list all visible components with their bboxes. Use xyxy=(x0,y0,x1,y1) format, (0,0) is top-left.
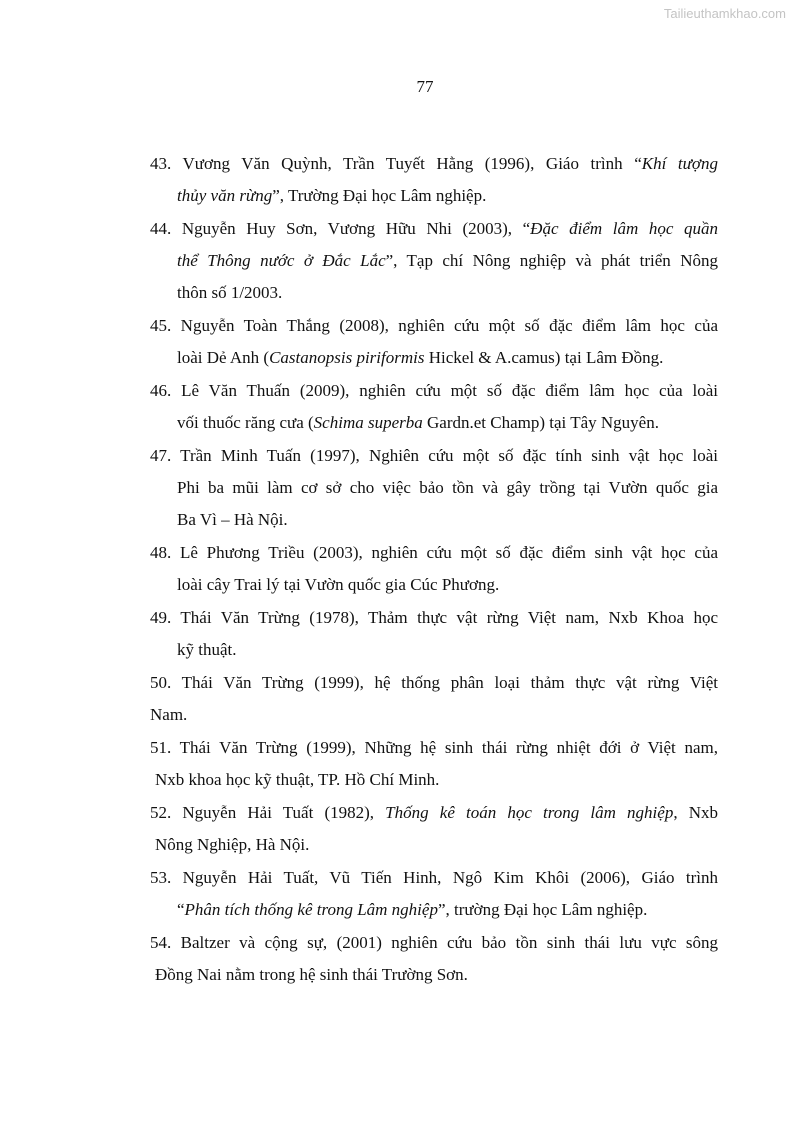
reference-number: 48. xyxy=(150,543,180,562)
reference-list xyxy=(150,148,718,992)
reference-text: loài cây Trai lý tại Vườn quốc gia Cúc Phương. xyxy=(177,575,500,594)
reference-line xyxy=(150,569,718,601)
reference-text: ”, Trường Đại học Lâm nghiệp. xyxy=(272,186,487,205)
reference-line xyxy=(150,407,718,439)
reference-text: Vương Văn Quỳnh, Trần Tuyết Hằng (1996), Giáo trình “ xyxy=(182,154,642,173)
reference-line xyxy=(150,504,718,536)
reference-line xyxy=(150,277,718,309)
reference-line xyxy=(150,245,718,277)
reference-title-italic: Đặc điểm lâm học quần xyxy=(530,219,719,238)
reference-text: Thái Văn Trừng (1978), Thảm thực vật rừng Việt nam, Nxb Khoa học xyxy=(180,608,718,627)
reference-text: Hickel & A.camus) tại Lâm Đồng. xyxy=(424,348,664,367)
reference-line xyxy=(150,764,718,796)
reference-item xyxy=(150,732,718,796)
reference-text: Gardn.et Champ) tại Tây Nguyên. xyxy=(422,413,659,432)
reference-text: Lê Phương Triều (2003), nghiên cứu một số đặc điểm sinh vật học của xyxy=(179,543,718,562)
reference-number: 51. xyxy=(150,738,180,757)
reference-line xyxy=(150,634,718,666)
reference-title-italic: Phân tích thống kê trong Lâm nghiệp xyxy=(184,900,438,919)
reference-text: Baltzer và cộng sự, (2001) nghiên cứu bảo tồn sinh thái lưu vực sông xyxy=(180,933,719,952)
reference-text: Nguyễn Huy Sơn, Vương Hữu Nhi (2003), “ xyxy=(181,219,531,238)
reference-number: 49. xyxy=(150,608,181,627)
page-number: 77 xyxy=(416,77,434,96)
reference-text: Nguyễn Toàn Thắng (2008), nghiên cứu một số đặc điểm lâm học của xyxy=(180,316,718,335)
reference-item xyxy=(150,375,718,439)
reference-title-italic: thể Thông nước ở Đắc Lắc xyxy=(177,251,386,270)
reference-number: 53. xyxy=(150,868,183,887)
reference-text: Nguyễn Hải Tuất (1982), xyxy=(182,803,386,822)
reference-line xyxy=(150,667,718,699)
reference-item xyxy=(150,602,718,666)
reference-line xyxy=(150,148,718,180)
reference-item xyxy=(150,667,718,731)
reference-text: kỹ thuật. xyxy=(177,640,237,659)
reference-title-italic: Khí tượng xyxy=(641,154,718,173)
reference-text: “ xyxy=(177,900,185,919)
reference-line xyxy=(150,472,718,504)
reference-item xyxy=(150,862,718,926)
reference-text: Trần Minh Tuấn (1997), Nghiên cứu một số đặc tính sinh vật học loài xyxy=(180,446,718,465)
reference-text: loài Dẻ Anh ( xyxy=(177,348,270,367)
reference-line xyxy=(150,180,718,212)
watermark: Tailieuthamkhao.com xyxy=(663,6,786,21)
reference-text: Thái Văn Trừng (1999), Những hệ sinh thái rừng nhiệt đới ở Việt nam, xyxy=(179,738,718,757)
reference-line xyxy=(150,537,718,569)
reference-line xyxy=(150,310,718,342)
reference-number: 47. xyxy=(150,446,181,465)
reference-text: Phi ba mũi làm cơ sở cho việc bảo tồn và gây trồng tại Vườn quốc gia xyxy=(177,478,718,497)
reference-line xyxy=(150,862,718,894)
reference-title-italic: Thống kê toán học trong lâm nghiệp xyxy=(385,803,674,822)
reference-text: Thái Văn Trừng (1999), hệ thống phân loại thảm thực vật rừng Việt xyxy=(181,673,718,692)
reference-title-italic: thủy văn rừng xyxy=(177,186,273,205)
reference-line xyxy=(150,927,718,959)
reference-line xyxy=(150,894,718,926)
reference-title-italic: Castanopsis piriformis xyxy=(269,348,425,367)
reference-line xyxy=(150,440,718,472)
reference-text: , Nxb xyxy=(673,803,718,822)
reference-text: vối thuốc răng cưa ( xyxy=(177,413,314,432)
reference-line xyxy=(150,213,718,245)
reference-number: 54. xyxy=(150,933,181,952)
reference-item xyxy=(150,440,718,536)
reference-line xyxy=(150,829,718,861)
reference-item xyxy=(150,797,718,861)
reference-item xyxy=(150,213,718,309)
reference-line xyxy=(150,699,718,731)
reference-line xyxy=(150,602,718,634)
reference-item xyxy=(150,148,718,212)
reference-text: thôn số 1/2003. xyxy=(177,283,283,302)
reference-number: 44. xyxy=(150,219,182,238)
reference-line xyxy=(150,375,718,407)
reference-text: ”, trường Đại học Lâm nghiệp. xyxy=(437,900,648,919)
reference-number: 46. xyxy=(150,381,182,400)
reference-item xyxy=(150,537,718,601)
reference-text: Nxb khoa học kỹ thuật, TP. Hồ Chí Minh. xyxy=(155,770,440,789)
reference-number: 43. xyxy=(150,154,183,173)
reference-line xyxy=(150,342,718,374)
reference-number: 50. xyxy=(150,673,182,692)
reference-text: Nguyễn Hải Tuất, Vũ Tiến Hinh, Ngô Kim Khôi (2006), Giáo trình xyxy=(182,868,718,887)
reference-text: Đồng Nai nằm trong hệ sinh thái Trường Sơn. xyxy=(155,965,468,984)
reference-text: Nông Nghiệp, Hà Nội. xyxy=(155,835,310,854)
reference-item xyxy=(150,927,718,991)
reference-title-italic: Schima superba xyxy=(313,413,423,432)
reference-line xyxy=(150,732,718,764)
reference-line xyxy=(150,797,718,829)
reference-item xyxy=(150,310,718,374)
reference-text: ”, Tạp chí Nông nghiệp và phát triển Nông xyxy=(385,251,718,270)
reference-text: Ba Vì – Hà Nội. xyxy=(177,510,288,529)
reference-text: Nam. xyxy=(150,705,188,724)
reference-number: 52. xyxy=(150,803,183,822)
reference-line xyxy=(150,959,718,991)
reference-number: 45. xyxy=(150,316,181,335)
reference-text: Lê Văn Thuấn (2009), nghiên cứu một số đặc điểm lâm học của loài xyxy=(181,381,719,400)
